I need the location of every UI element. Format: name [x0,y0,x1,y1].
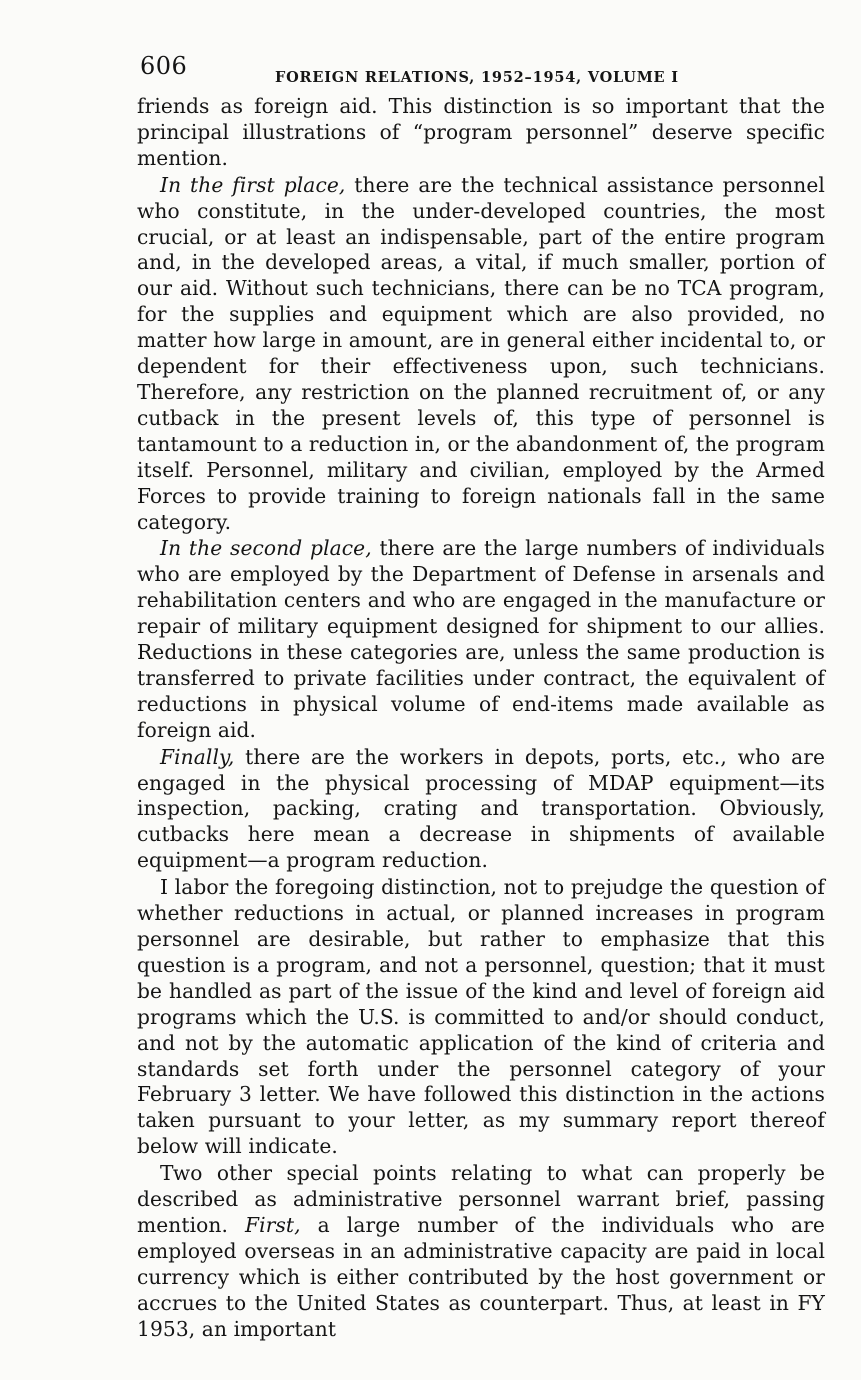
paragraph-second-place [137,536,825,743]
paragraph-lead: In the second place, [160,536,372,561]
paragraph-text: there are the technical assistance personnel who constitute, in the under-developed countries, the most crucial, or at least an indispensable, part of the entire program and, in the developed areas, a vital, if much smaller, portion of our aid. Without such technicians, there can be no TCA program, for the supplies and equipment which are also provided, no matter how large in amount, are in general either incidental to, or dependent for their effectiveness upon, such technicians. Therefore, any restriction on the planned recruitment of, or any cutback in the present levels of, this type of personnel is tantamount to a reduction in, or the abandonment of, the program itself. Personnel, military and civilian, employed by the Armed Forces to provide training to foreign nationals fall in the same category. [137,172,826,534]
paragraph-text: friends as foreign aid. This distinction is so important that the principal illustrations of “program personnel” deserve specific mention. [137,94,825,170]
paragraph-lead: First, [245,1212,301,1237]
page-number: 606 [140,52,188,80]
running-head-title: FOREIGN RELATIONS, 1952–1954, VOLUME I [275,69,679,86]
paragraph-text: Two other special points relating to what can properly be described as administrative personnel warrant brief, passing mention. [137,1161,825,1237]
paragraph-lead: Finally, [160,744,235,769]
paragraph-first-place [137,173,825,536]
running-head [137,52,825,94]
paragraph-text: there are the large numbers of individuals who are employed by the Department of Defense in arsenals and rehabilitation centers and who are engaged in the manufacture or repair of military equipment designed for shipment to our allies. Reductions in these categories are, unless the same production is transferred to private facilities under contract, the equivalent of reductions in physical volume of end-items made available as foreign aid. [137,536,825,742]
paragraph-distinction [137,875,825,1160]
paragraph-finally [137,745,825,875]
paragraph-text: I labor the foregoing distinction, not to prejudge the question of whether reductions in actual, or planned increases in program personnel are desirable, but rather to emphasize that this question is a program, and not a personnel, question; that it must be handled as part of the issue of the kind and level of foreign aid programs which the U.S. is committed to and/or should conduct, and not by the automatic application of the kind of criteria and standards set forth under the personnel category of your February 3 letter. We have followed this distinction in the actions taken pursuant to your letter, as my summary report thereof below will indicate. [137,875,825,1159]
paragraph-text: there are the workers in depots, ports, etc., who are engaged in the physical processing of MDAP equipment—its inspection, packing, crating and transportation. Obviously, cutbacks here mean a decrease in shipments of available equipment—a program reduction. [137,744,825,873]
paragraph-lead: In the first place, [160,172,346,197]
paragraph-continuation [137,94,825,172]
paragraph-text: a large number of the individuals who are employed overseas in an administrative capacity are paid in local currency which is either contributed by the host government or accrues to the United States as counterpart. Thus, at least in FY 1953, an important [137,1212,825,1341]
paragraph-special-points [137,1161,825,1342]
document-page [137,52,825,1344]
